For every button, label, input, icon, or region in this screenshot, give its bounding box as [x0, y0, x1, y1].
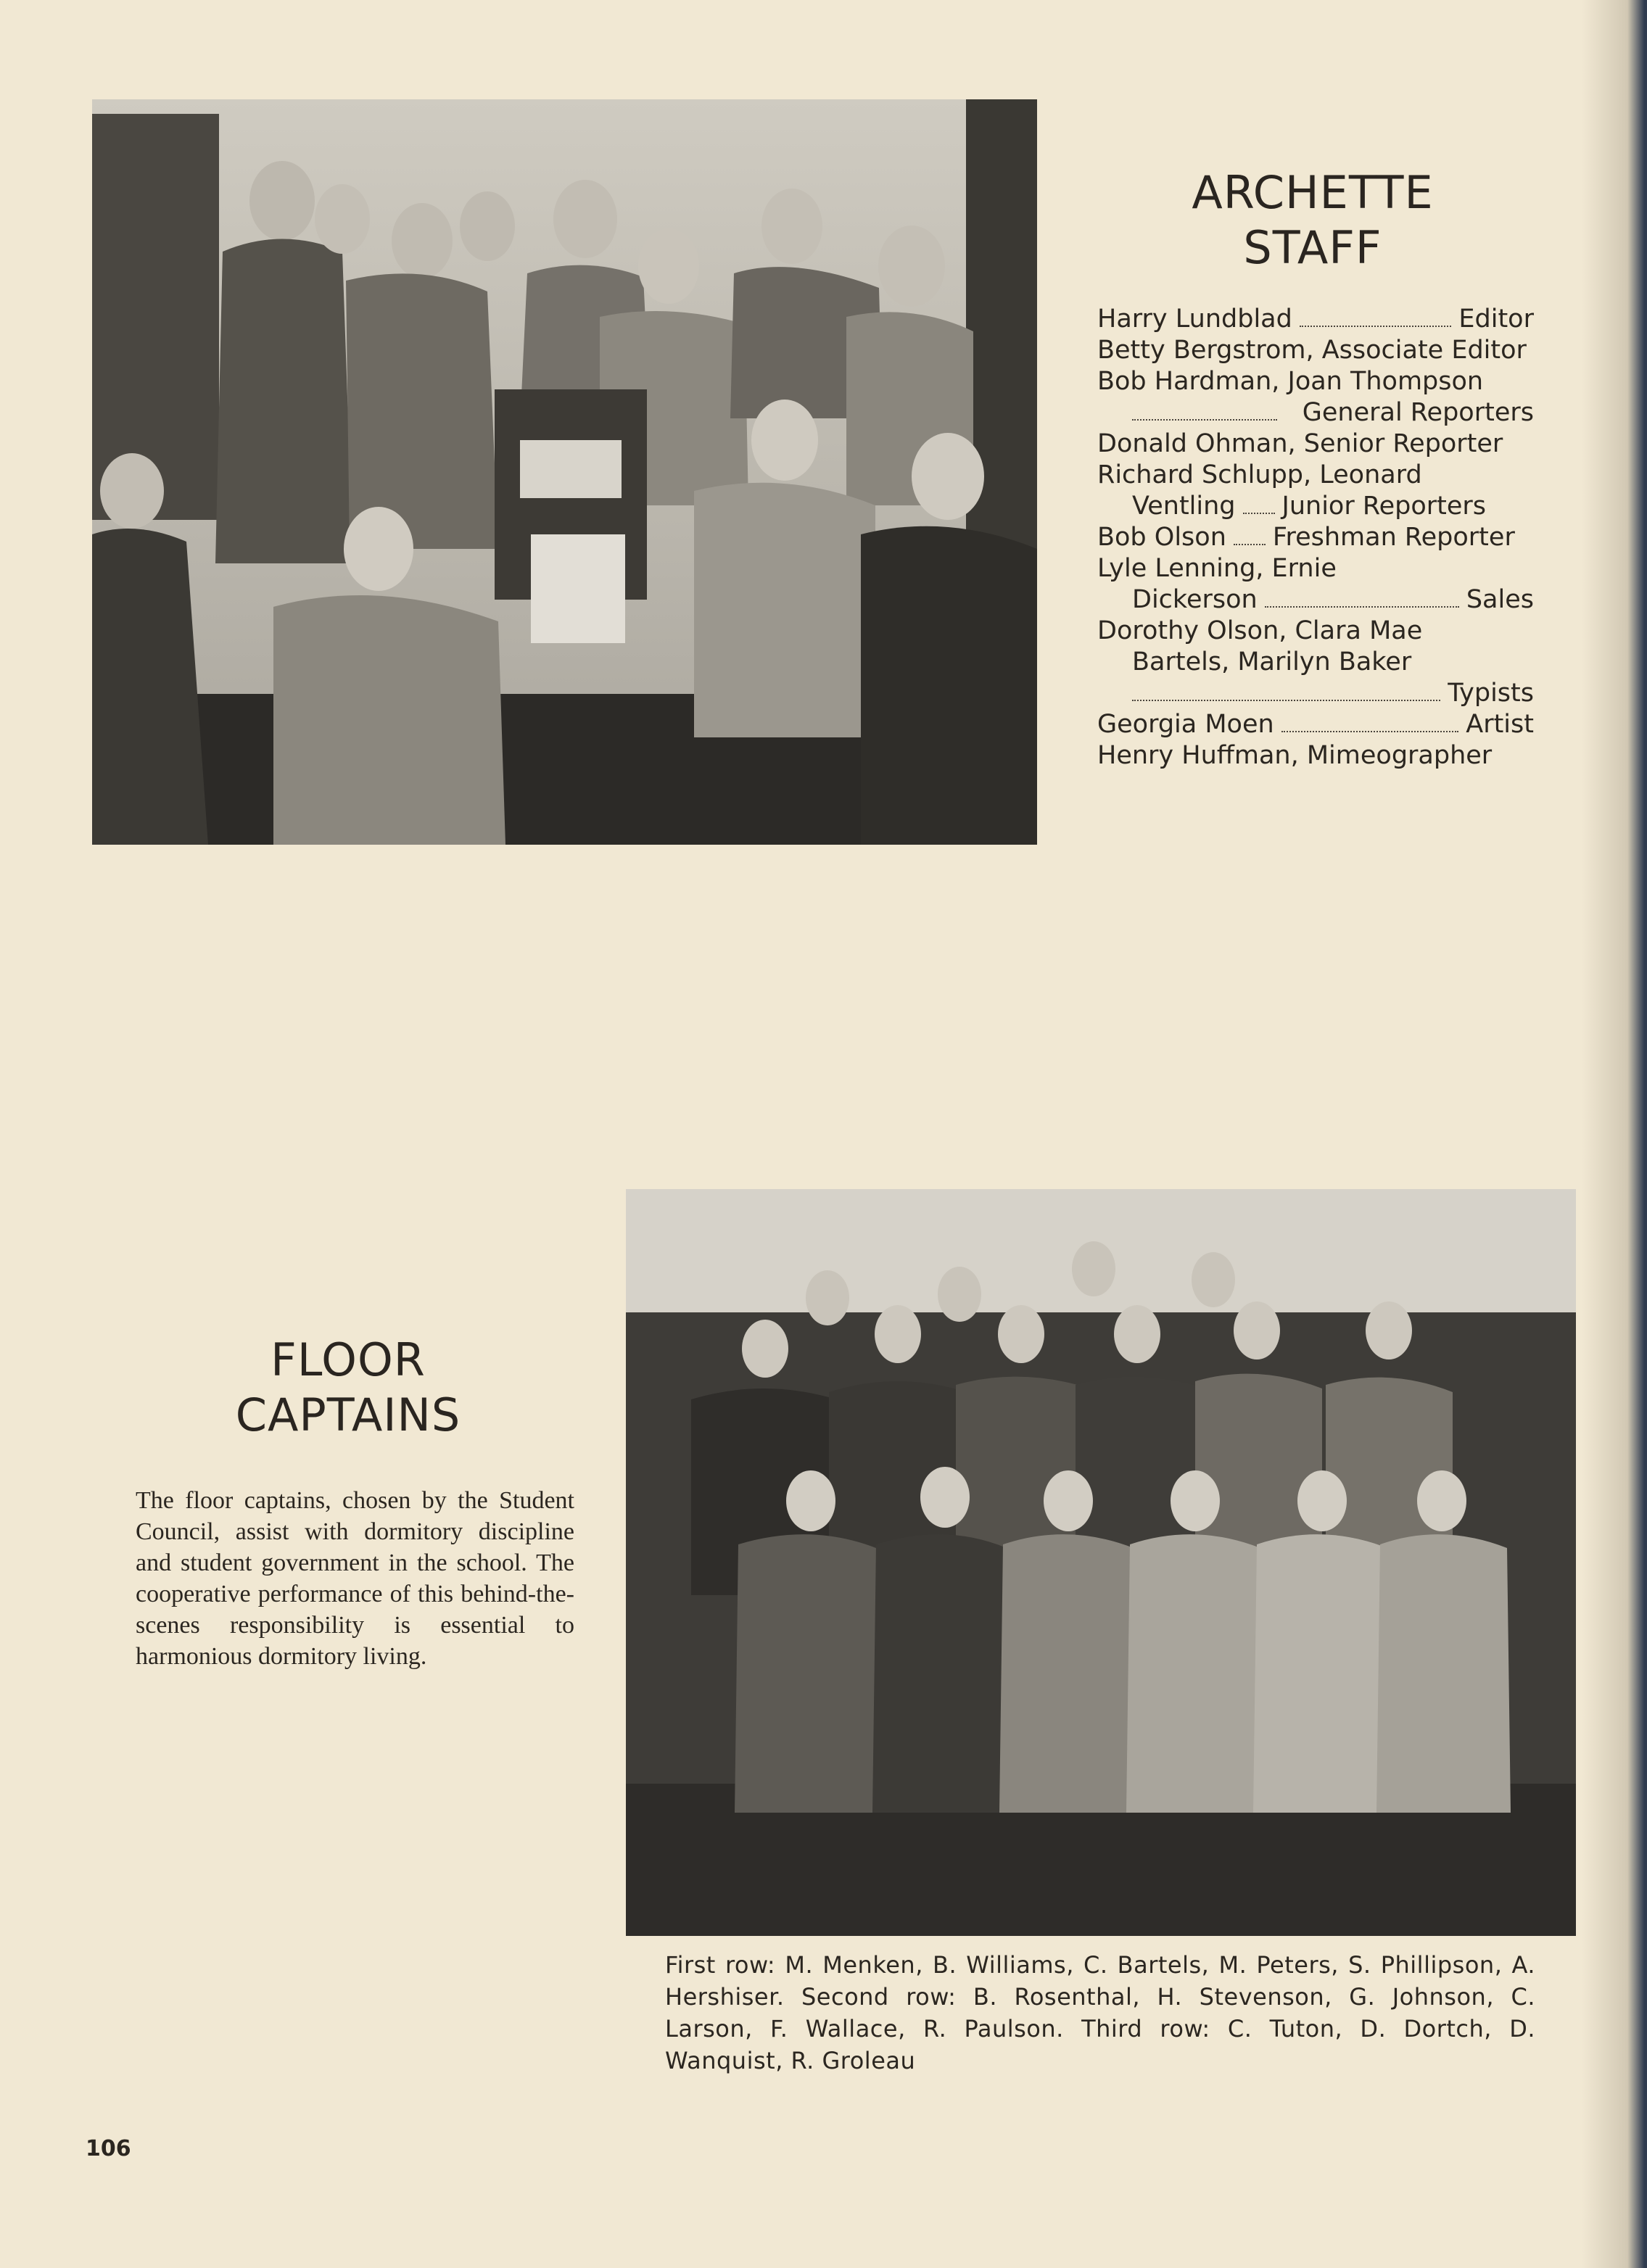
- staff-role: General Reporters: [1302, 398, 1534, 427]
- staff-line: [1097, 585, 1534, 616]
- staff-line: [1097, 616, 1534, 647]
- staff-names: Lyle Lenning, Ernie: [1097, 554, 1337, 583]
- archette-heading-line2: STAFF: [1243, 221, 1382, 274]
- staff-line: [1097, 523, 1534, 554]
- page-number: 106: [86, 2136, 131, 2161]
- staff-line: [1097, 554, 1534, 585]
- staff-names: Bob Hardman, Joan Thompson: [1097, 367, 1484, 396]
- staff-line: [1097, 492, 1534, 523]
- staff-names: Donald Ohman, Senior Reporter: [1097, 429, 1503, 458]
- staff-line: [1097, 398, 1534, 429]
- staff-line: [1097, 460, 1534, 492]
- dotted-leader: [1265, 606, 1459, 608]
- staff-line: [1097, 647, 1534, 679]
- staff-line: [1097, 679, 1534, 710]
- staff-line: [1097, 367, 1534, 398]
- dotted-leader: [1300, 326, 1452, 327]
- staff-line: [1097, 305, 1534, 336]
- dotted-leader: [1132, 700, 1440, 701]
- archette-staff-list: [1097, 305, 1534, 772]
- staff-names: Bob Olson: [1097, 523, 1226, 552]
- archette-staff-photo-image: [92, 99, 1037, 845]
- floor-heading-line2: CAPTAINS: [235, 1388, 461, 1441]
- staff-role: Editor: [1458, 305, 1534, 334]
- dotted-leader: [1132, 419, 1277, 421]
- archette-heading-line1: ARCHETTE: [1192, 166, 1434, 219]
- archette-staff-photo: [92, 99, 1037, 845]
- staff-line: [1097, 336, 1534, 367]
- staff-names: Georgia Moen: [1097, 710, 1274, 739]
- page-edge-shadow: [1582, 0, 1647, 2268]
- floor-captains-caption: First row: M. Menken, B. Williams, C. Bartels, M. Peters, S. Phillipson, A. Hershiser. Second row: B. Rosenthal, H. Stevenson, G. Johnson, C. Larson, F. Wallace, R. Paulson. Third row: C. Tuton, D. Dortch, D. Wanquist, R. Groleau: [665, 1951, 1535, 2074]
- staff-role: Sales: [1466, 585, 1534, 614]
- staff-names: Betty Bergstrom, Associate Editor: [1097, 336, 1527, 365]
- staff-line: [1097, 429, 1534, 460]
- staff-names: Henry Huffman, Mimeographer: [1097, 741, 1493, 770]
- staff-line: [1097, 741, 1534, 772]
- floor-captains-description: The floor captains, chosen by the Student Council, assist with dormitory discipline and student government in the school. The cooperative performance of this behind-the- scenes responsibility is essential to harmonious dormitory living.: [136, 1487, 574, 1670]
- staff-role: Typists: [1448, 679, 1534, 708]
- staff-role: Junior Reporters: [1281, 492, 1487, 521]
- dotted-leader: [1234, 544, 1266, 545]
- staff-role: Freshman Reporter: [1272, 523, 1515, 552]
- floor-heading-line1: FLOOR: [271, 1333, 426, 1386]
- floor-captains-photo-image: [626, 1189, 1576, 1936]
- dotted-leader: [1281, 731, 1459, 732]
- staff-names: Bartels, Marilyn Baker: [1132, 647, 1412, 676]
- dotted-leader: [1243, 513, 1275, 514]
- staff-names: Ventling: [1132, 492, 1236, 521]
- staff-names: Richard Schlupp, Leonard: [1097, 460, 1422, 489]
- staff-names: Dickerson: [1132, 585, 1258, 614]
- archette-staff-heading: [1131, 165, 1494, 276]
- staff-line: [1097, 710, 1534, 741]
- floor-captains-photo: [626, 1189, 1576, 1936]
- staff-names: Dorothy Olson, Clara Mae: [1097, 616, 1423, 645]
- floor-captains-heading: [196, 1333, 500, 1443]
- staff-role: Artist: [1466, 710, 1534, 739]
- staff-names: Harry Lundblad: [1097, 305, 1292, 334]
